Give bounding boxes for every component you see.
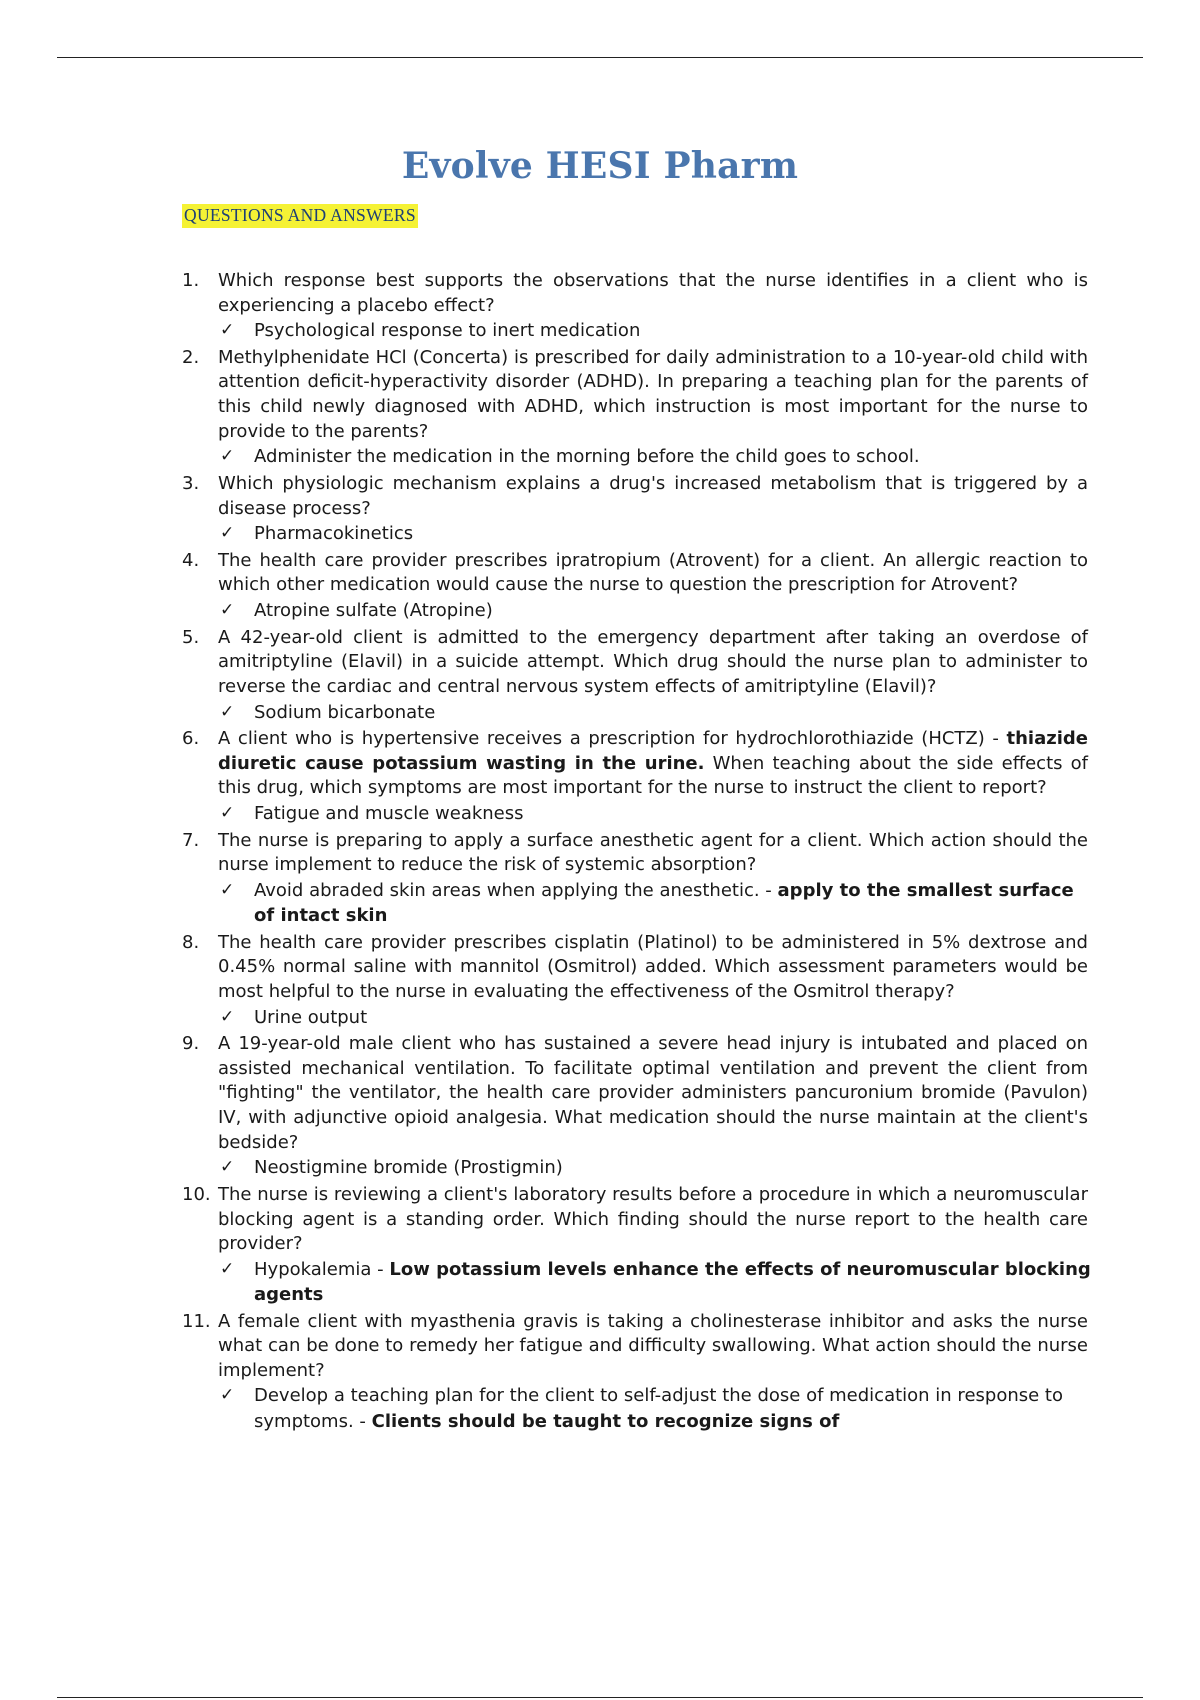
list-item [0,269,1200,343]
answer [218,801,1098,826]
question-number: 2. [182,346,200,368]
check-icon: ✓ [220,1157,235,1178]
question-text: The health care provider prescribes ipratropium (Atrovent) for a client. An allergic reaction to which other medication would cause the nurse to question the prescription for Atrovent? [218,549,1088,596]
question-number: 3. [182,472,200,494]
answer-emphasis: apply to the smallest surface of intact skin [254,879,1074,927]
answer [218,1257,1098,1307]
answer-text: Fatigue and muscle weakness [254,803,524,825]
list-item [0,1032,1200,1180]
question-number: 11. [182,1310,211,1332]
check-icon: ✓ [220,1385,235,1406]
question-emphasis: thiazide diuretic cause potassium wasting in the urine. [218,728,1088,774]
section-subtitle: QUESTIONS AND ANSWERS [182,204,418,228]
list-item [0,472,1200,546]
question-number: 6. [182,728,200,750]
question-number: 7. [182,829,200,851]
check-icon: ✓ [220,701,235,722]
list-item [0,626,1200,725]
question-number: 9. [182,1033,200,1055]
check-icon: ✓ [220,523,235,544]
question-number: 4. [182,549,200,571]
answer [218,1005,1098,1030]
check-icon: ✓ [220,803,235,824]
list-item [0,829,1200,929]
check-icon: ✓ [220,1006,235,1027]
answer [218,521,1098,546]
answer-text: Sodium bicarbonate [254,701,436,723]
question-text: Methylphenidate HCl (Concerta) is prescribed for daily administration to a 10-year-old child with attention deficit-hyperactivity disorder (ADHD). In preparing a teaching plan for the parents of this child newly diagnosed with ADHD, which instruction is most important for the nurse to provide to the parents? [218,346,1088,442]
question-text: A 42-year-old client is admitted to the emergency department after taking an overdose of amitriptyline (Elavil) in a suicide attempt. Which drug should the nurse plan to administer to reverse the cardiac and central nervous system effects of amitriptyline (Elavil)? [218,626,1088,697]
question-number: 1. [182,270,200,291]
list-item [0,549,1200,623]
answer [218,444,1098,469]
list-item [0,1183,1200,1307]
question-text: A female client with myasthenia gravis is taking a cholinesterase inhibitor and asks the nurse what can be done to remedy her fatigue and difficulty swallowing. What action should the nurse implement? [218,1310,1088,1381]
question-text: A 19-year-old male client who has sustained a severe head injury is intubated and placed on assisted mechanical ventilation. To facilitate optimal ventilation and prevent the client from "fighting" the ventilator, the health care provider administers pancuronium bromide (Pavulon) IV, with adjunctive opioid analgesia. What medication should the nurse maintain at the client's bedside? [218,1033,1088,1153]
answer-text: Hypokalemia - Low potassium levels enhance the effects of neuromuscular blocking agents [254,1258,1091,1305]
check-icon: ✓ [220,446,235,467]
answer-text: Psychological response to inert medication [254,320,641,342]
answer [218,318,1098,343]
list-item [0,1310,1200,1434]
answer-text: Develop a teaching plan for the client to self-adjust the dose of medication in response to symptoms. - Clients should be taught to recognize signs of [254,1385,1063,1432]
answer [218,1383,1098,1433]
list-item [0,346,1200,470]
answer [218,598,1098,623]
answer-emphasis: Low potassium levels enhance the effects of neuromuscular blocking agents [254,1258,1091,1305]
answer-text: Pharmacokinetics [254,523,414,545]
answer-text: Neostigmine bromide (Prostigmin) [254,1157,563,1179]
check-icon: ✓ [220,600,235,621]
top-rule [57,57,1143,58]
answer-emphasis: Clients should be taught to recognize signs of [371,1410,840,1432]
question-number: 5. [182,626,200,648]
answer [218,1155,1098,1180]
answer [218,700,1098,725]
document-title: Evolve HESI Pharm [401,145,799,187]
answer-text: Administer the medication in the morning before the child goes to school. [254,446,920,468]
question-text: The health care provider prescribes cisplatin (Platinol) to be administered in 5% dextrose and 0.45% normal saline with mannitol (Osmitrol) added. Which assessment parameters would be most helpful to the nurse in evaluating the effectiveness of the Osmitrol therapy? [218,931,1088,1002]
check-icon: ✓ [220,879,235,900]
list-item [0,931,1200,1030]
check-icon: ✓ [220,320,235,341]
list-item [0,727,1200,826]
answer-text: Atropine sulfate (Atropine) [254,600,493,622]
answer-text: Avoid abraded skin areas when applying the anesthetic. - apply to the smallest surface of intact skin [254,879,1074,927]
question-number: 8. [182,931,200,953]
question-text: The nurse is preparing to apply a surface anesthetic agent for a client. Which action should the nurse implement to reduce the risk of systemic absorption? [218,829,1088,876]
check-icon: ✓ [220,1258,235,1279]
answer-text: Urine output [254,1006,368,1028]
question-text: Which physiologic mechanism explains a drug's increased metabolism that is triggered by a disease process? [218,472,1088,519]
question-list [0,269,1200,1436]
answer [218,878,1098,928]
question-text: Which response best supports the observations that the nurse identifies in a client who is experiencing a placebo effect? [218,270,1088,316]
question-text: The nurse is reviewing a client's laboratory results before a procedure in which a neuromuscular blocking agent is a standing order. Which finding should the nurse report to the health care provider? [218,1183,1088,1255]
question-text: A client who is hypertensive receives a prescription for hydrochlorothiazide (HCTZ) - thiazide diuretic cause potassium wasting in the urine. When teaching about the side effects of this drug, which symptoms are most important for the nurse to instruct the client to report? [218,728,1088,799]
bottom-rule [57,1697,1143,1698]
question-number: 10. [182,1183,211,1205]
